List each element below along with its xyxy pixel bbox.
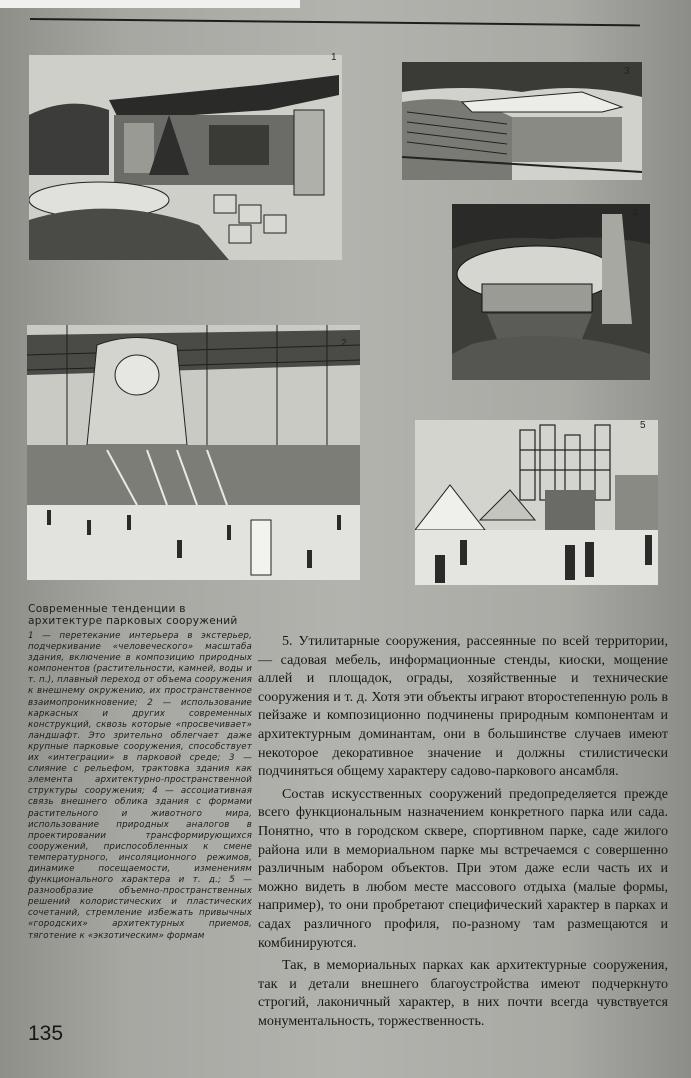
figure-1-illustration <box>29 55 342 260</box>
figure-3-illustration <box>402 62 642 180</box>
paragraph: 5. Утилитарные сооружения, рассеянные по всей территории, — садовая мебель, информационные стенды, киоски, мощение аллей и площадок, ограды, хозяйственные и технические сооружения и т. д. Хотя эти объекты играют второстепенную роль в пейзаже и композиционно подчинены природным компонентам и архитектурным доминантам, они в большинстве случаев имеют некоторое декоративное значение и должны стилистически подчиняться общему характеру садово-паркового ансамбля. <box>258 633 668 780</box>
top-rule <box>30 18 640 26</box>
figure-1-number: 1 <box>331 52 337 63</box>
figure-2-number: 2 <box>341 338 347 349</box>
figure-5-number: 5 <box>640 420 646 431</box>
page-number: 135 <box>28 1022 64 1045</box>
figure-4-number: 4 <box>632 208 638 219</box>
figure-3-number: 3 <box>624 66 630 77</box>
main-text <box>258 632 668 1034</box>
paragraph: Состав искусственных сооружений предопределяется прежде всего функциональным назначением конкретного парка или сада. Понятно, что в городском сквере, спортивном парке, саде жилого района или в мемориальном парке мы встречаемся с совершенно различным набором объектов. При этом даже если часть их и можно видеть в любом месте массового отдыха (малые формы, например), то они пробретают специфический характер в парках и садах различного профиля, по-разному там размещаются и комбинируются. <box>258 785 668 951</box>
figure-caption <box>28 603 252 942</box>
caption-body: 1 — перетекание интерьера в экстерьер, подчеркивание «человеческого» масштаба здания, включение в композицию природных компонентов (растительности, камней, воды и т. п.), плавный переход от объема сооружения к внешнему окружению, их пространственное взаимопроникновение; 2 — использование каркасных и других современных конструкций, сквозь которые «просвечивает» ландшафт. Это зрительно облегчает даже крупные парковые сооружения, способствует их «интеграции» в парковой среде; 3 — слияние с рельефом, трактовка здания как элемента архитектурно-пространственной структуры сооружения; 4 — ассоциативная связь внешнего облика здания с формами растительного и животного мира, использование природных аналогов в проектировании трансформирующихся сооружений, приспособленных к смене температурного, инсоляционного режимов, динамике посещаемости, изменениям функционального характера и т. д.; 5 — разнообразие объемно-пространственных решений колористических и пластических сочетаний, стремление избежать привычных «городских» архитектурных приемов, тяготение к «экзотическим» формам <box>28 631 252 941</box>
figure-2-illustration <box>27 325 360 580</box>
figure-4-illustration <box>452 204 650 380</box>
figure-5-illustration <box>415 420 658 585</box>
caption-title: Современные тенденции в архитектуре парковых сооружений <box>28 603 238 627</box>
page-edge <box>0 0 300 8</box>
paragraph: Так, в мемориальных парках как архитектурные сооружения, так и детали внешнего благоустройства имеют подчеркнуто строгий, лаконичный характер, в них почти всегда чувствуется монументальность, торжественность. <box>258 957 668 1029</box>
